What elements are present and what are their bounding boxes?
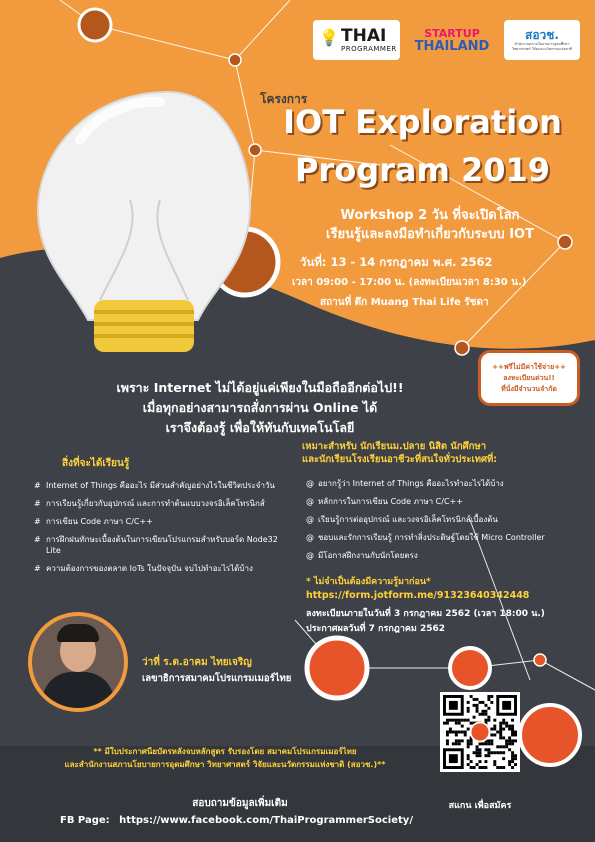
audience-heading-line2: และนักเรียนโรงเรียนอาชีวะที่สนใจทั่วประเทศที่:: [302, 454, 498, 465]
registration-note: * ไม่จำเป็นต้องมีความรู้มาก่อน*: [306, 577, 431, 587]
registration-deadline: ลงทะเบียนภายในวันที่ 3 กรกฎาคม 2562 (เวลา 18:00 น.): [306, 609, 545, 619]
free-badge-line1: ++ฟรีไม่มีค่าใช้จ่าย++: [492, 362, 566, 371]
bullet-mark: @: [306, 533, 314, 542]
free-badge-line2: ลงทะเบียนด่วน!!: [503, 373, 555, 382]
speaker-avatar: [28, 612, 128, 712]
list-item: [34, 516, 289, 527]
list-item-text: ชอบและรักการเรียนรู้ การทำสิ่งประดิษฐ์โดยใช้ Micro Controller: [318, 533, 545, 542]
audience-heading: [302, 440, 587, 466]
list-item: [306, 514, 591, 525]
lightbulb-icon: 💡: [319, 28, 339, 47]
list-item-text: หลักการในการเขียน Code ภาษา C/C++: [318, 497, 463, 506]
list-item-text: เรียนรู้การต่ออุปกรณ์ และวงจรอิเล็คโทรนิกส์เบื้องต้น: [318, 515, 498, 524]
bullet-mark: @: [306, 551, 314, 560]
list-item-text: Internet of Things คืออะไร มีส่วนสำคัญอย่างไรในชีวิตประจำวัน: [46, 481, 275, 490]
logo-sorwoch-subtitle: สำนักงานสภานโยบายการอุดมศึกษา วิทยาศาสตร์ วิจัยและนวัตกรรมแห่งชาติ: [512, 42, 572, 51]
certificate-note-line1: ** มีใบประกาศนียบัตรหลังจบหลักสูตร รับรองโดย สมาคมโปรแกรมเมอร์ไทย: [93, 747, 357, 756]
list-item: [34, 498, 289, 509]
speaker-name: ว่าที่ ร.ต.อาคม ไทยเจริญ: [142, 657, 252, 668]
learn-heading: สิ่งที่จะได้เรียนรู้: [62, 458, 130, 469]
list-item: [306, 532, 591, 543]
free-badge: [478, 350, 580, 406]
list-item-text: ความต้องการของตลาด IoTs ในปัจจุบัน จบไปทำอะไรได้บ้าง: [46, 564, 253, 573]
project-prefix: โครงการ: [260, 92, 308, 106]
bullet-mark: #: [34, 499, 41, 508]
headline-line3: เราจึงต้องรู้ เพื่อให้ทันกับเทคโนโลยี: [165, 420, 355, 435]
workshop-place: สถานที่ ตึก Muang Thai Life รัชดา: [320, 297, 489, 308]
workshop-line2: เรียนรู้และลงมือทำเกี่ยวกับระบบ IOT: [326, 227, 534, 242]
logo-sorwoch-title: สอวช.: [525, 28, 559, 42]
list-item: [306, 496, 591, 507]
list-item-text: อยากรู้ว่า Internet of Things คืออะไรทำอะไรได้บ้าง: [318, 479, 504, 488]
fb-line: [60, 815, 440, 826]
bullet-mark: #: [34, 517, 41, 526]
list-item-text: การเขียน Code ภาษา C/C++: [46, 517, 153, 526]
learn-list: [34, 480, 289, 581]
audience-list: [306, 478, 591, 568]
list-item-text: มีโอกาสฝึกงานกับนักโดยตรง: [318, 551, 418, 560]
bullet-mark: #: [34, 481, 41, 490]
bullet-mark: #: [34, 535, 41, 544]
title-line2: Program 2019: [294, 151, 551, 189]
contact-heading: สอบถามข้อมูลเพิ่มเติม: [192, 798, 288, 809]
startup-thailand-logo: [413, 20, 491, 60]
title-line1: IOT Exploration: [283, 103, 562, 141]
registration-announce: ประกาศผลวันที่ 7 กรกฎาคม 2562: [306, 624, 446, 634]
list-item-text: การเรียนรู้เกี่ยวกับอุปกรณ์ และการทำต้นแบบวงจรอิเล็คโทรนิกส์: [46, 499, 265, 508]
audience-heading-line1: เหมาะสำหรับ นักเรียนม.ปลาย นิสิต นักศึกษา: [302, 441, 487, 452]
headline: [40, 378, 480, 438]
certificate-note-line2: และสำนักงานสภานโยบายการอุดมศึกษา วิทยาศาสตร์ วิจัยและนวัตกรรมแห่งชาติ (สอวช.)**: [64, 760, 386, 769]
list-item: [34, 534, 289, 556]
headline-line1: เพราะ Internet ไม่ได้อยู่แค่เพียงในมือถืออีกต่อไป!!: [116, 380, 404, 395]
list-item-text: การฝึกฝนทักษะเบื้องต้นในการเขียนโปรแกรมสำหรับบอร์ด Node32 Lite: [46, 535, 278, 555]
speaker-role: เลขาธิการสมาคมโปรแกรมเมอร์ไทย: [142, 673, 292, 684]
qr-code[interactable]: [440, 692, 520, 772]
workshop-time: เวลา 09:00 - 17:00 น. (ลงทะเบียนเวลา 8:30 น.): [292, 277, 527, 288]
qr-caption: สแกน เพื่อสมัคร: [448, 801, 512, 811]
list-item: [34, 480, 289, 491]
logo-programmer-text: PROGRAMMER: [341, 45, 397, 53]
list-item: [306, 478, 591, 489]
logo-thai-text: THAI: [341, 26, 387, 46]
list-item: [34, 563, 289, 574]
list-item: [306, 550, 591, 561]
logo-thailand-text: THAILAND: [414, 38, 490, 54]
registration-link[interactable]: https://form.jotform.me/91323640342448: [306, 590, 530, 601]
bullet-mark: @: [306, 515, 314, 524]
workshop-date: วันที่: 13 - 14 กรกฎาคม พ.ศ. 2562: [300, 255, 493, 269]
free-badge-line3: ที่นั่งมีจำนวนจำกัด: [501, 384, 557, 393]
qr-code-image: [443, 695, 517, 769]
bullet-mark: @: [306, 479, 314, 488]
fb-label: FB Page:: [60, 815, 110, 826]
thai-programmer-logo: [313, 20, 400, 60]
bullet-mark: @: [306, 497, 314, 506]
bullet-mark: #: [34, 564, 41, 573]
headline-line2: เมื่อทุกอย่างสามารถสั่งการผ่าน Online ได้: [142, 400, 378, 415]
workshop-line1: Workshop 2 วัน ที่จะเปิดโลก: [340, 208, 520, 223]
certificate-note: [20, 745, 430, 771]
fb-link[interactable]: https://www.facebook.com/ThaiProgrammerSociety/: [119, 815, 413, 826]
sorwoch-logo: [504, 20, 580, 60]
logo-startup-text: STARTUP: [424, 26, 480, 40]
